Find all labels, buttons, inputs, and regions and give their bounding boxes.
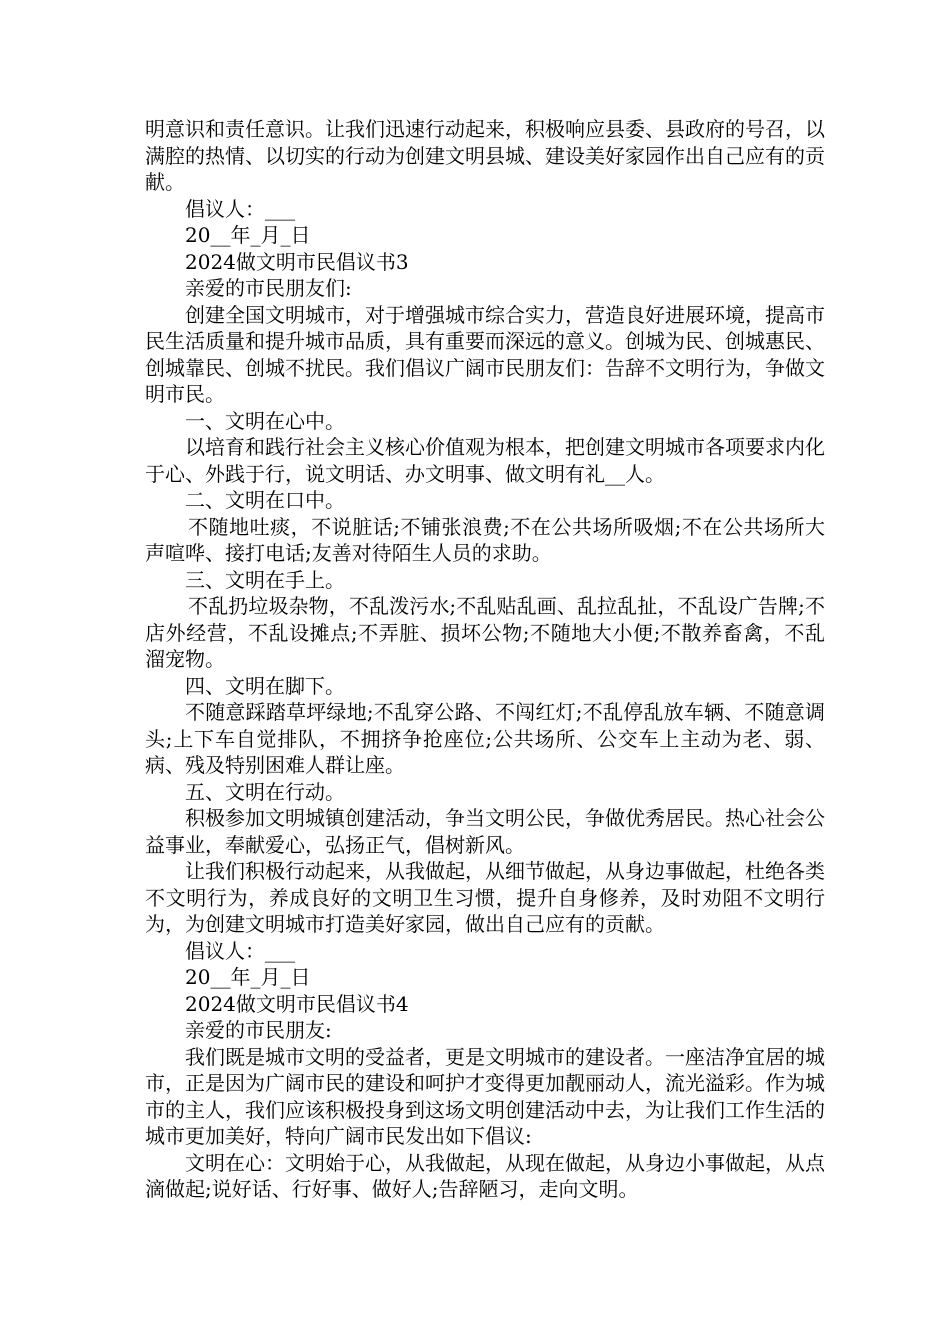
paragraph: 让我们积极行动起来，从我做起，从细节做起，从身边事做起，杜绝各类不文明行为，养成良好的文明卫生习惯，提升自身修养，及时劝阻不文明行为，为创建文明城市打造美好家园，做出自己应有的贡献。 [145,859,825,936]
paragraph: 不随地吐痰，不说脏话;不铺张浪费;不在公共场所吸烟;不在公共场所大声喧哗、接打电话;友善对待陌生人员的求助。 [145,514,825,565]
paragraph: 一、文明在心中。 [185,408,345,433]
paragraph: 积极参加文明城镇创建活动，争当文明公民，争做优秀居民。热心社会公益事业，奉献爱心，弘扬正气，倡树新风。 [145,806,825,857]
paragraph: 明意识和责任意识。让我们迅速行动起来，积极响应县委、县政府的号召，以满腔的热情、以切实的行动为创建文明县城、建设美好家园作出自己应有的贡献。 [145,117,825,194]
paragraph: 创建全国文明城市，对于增强城市综合实力，营造良好进展环境，提高市民生活质量和提升城市品质，具有重要而深远的意义。创城为民、创城惠民、创城靠民、创城不扰民。我们倡议广阔市民朋友们：告辞不文明行为，争做文明市民。 [145,302,825,406]
document-body [145,116,825,1203]
paragraph: 亲爱的市民朋友: [185,1018,332,1042]
paragraph: 亲爱的市民朋友们: [185,276,352,300]
paragraph: 2024做文明市民倡议书4 [185,991,409,1016]
paragraph: 倡议人：___ [185,196,295,221]
paragraph: 不随意踩踏草坪绿地;不乱穿公路、不闯红灯;不乱停乱放车辆、不随意调头;上下车自觉排队，不拥挤争抢座位;公共场所、公交车上主动为老、弱、病、残及特别困难人群让座。 [145,700,825,777]
paragraph: 二、文明在口中。 [185,488,345,512]
paragraph: 20__年_月_日 [185,223,311,247]
paragraph: 文明在心：文明始于心，从我做起，从现在做起，从身边小事做起，从点滴做起;说好话、行好事、做好人;告辞陋习，走向文明。 [145,1150,825,1201]
paragraph: 倡议人：___ [185,938,295,963]
paragraph: 20__年_月_日 [185,965,311,989]
paragraph: 以培育和践行社会主义核心价值观为根本，把创建文明城市各项要求内化于心、外践于行，说文明话、办文明事、做文明有礼__人。 [145,435,825,486]
paragraph: 四、文明在脚下。 [185,673,345,698]
paragraph: 不乱扔垃圾杂物，不乱泼污水;不乱贴乱画、乱拉乱扯，不乱设广告牌;不店外经营，不乱设摊点;不弄脏、损坏公物;不随地大小便;不散养畜禽，不乱溜宠物。 [145,594,825,671]
paragraph: 2024做文明市民倡议书3 [185,249,409,274]
paragraph: 三、文明在手上。 [185,567,345,592]
paragraph: 五、文明在行动。 [185,779,345,804]
paragraph: 我们既是城市文明的受益者，更是文明城市的建设者。一座洁净宜居的城市，正是因为广阔市民的建设和呵护才变得更加靓丽动人，流光溢彩。作为城市的主人，我们应该积极投身到这场文明创建活动中去，为让我们工作生活的城市更加美好，特向广阔市民发出如下倡议: [145,1044,825,1148]
